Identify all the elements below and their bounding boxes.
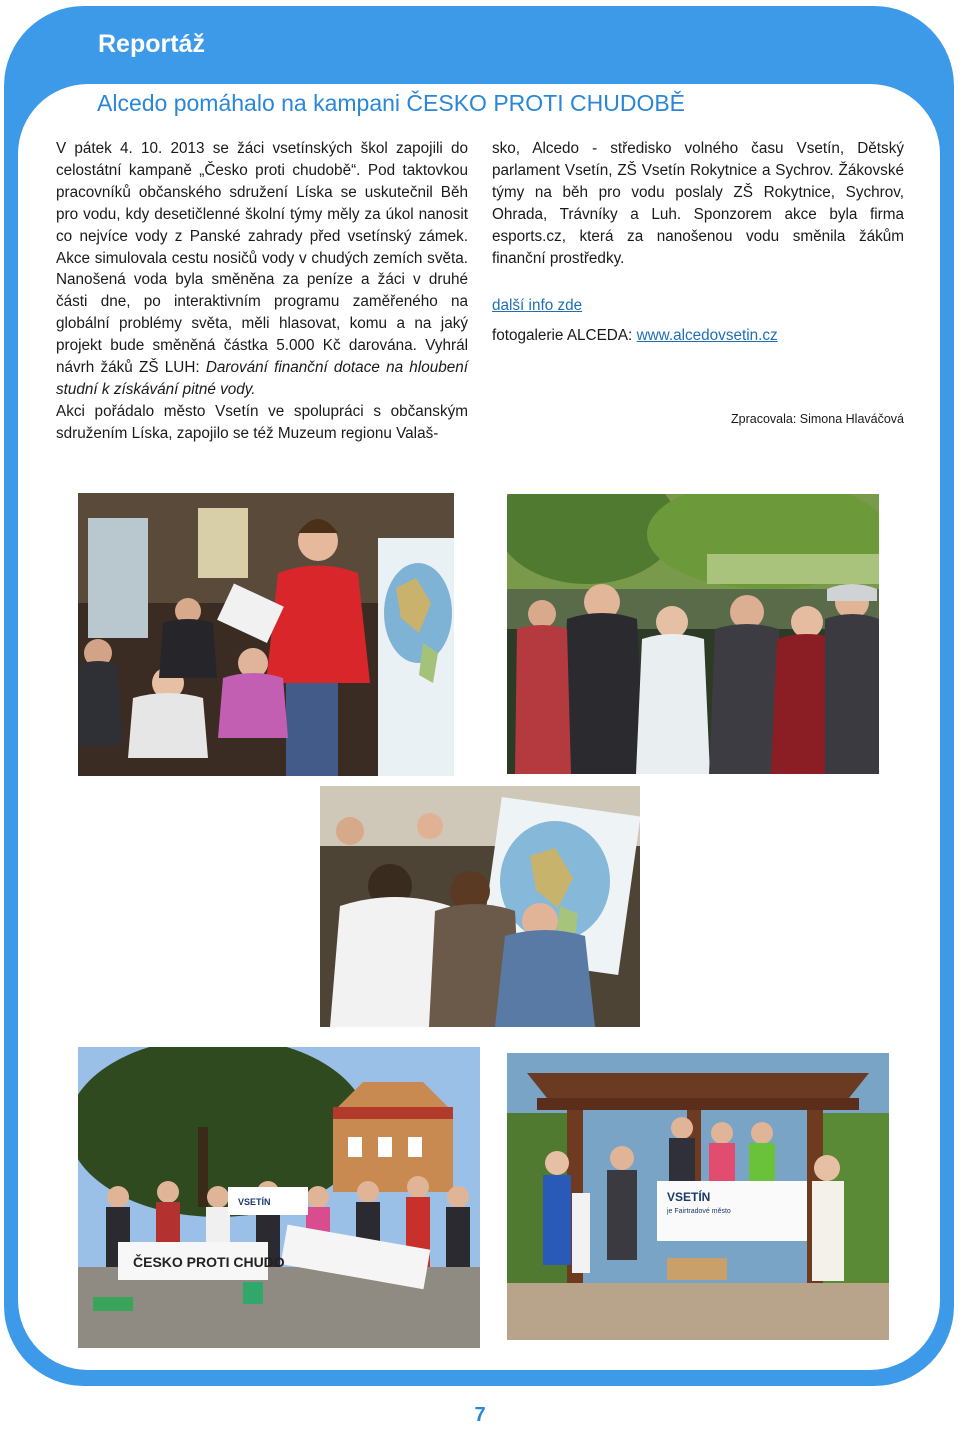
paragraph-2: Akci pořádalo město Vsetín ve spolupráci s občanským sdružením Líska, zapojilo se též Muzeum regionu Valaš- xyxy=(56,402,468,442)
article-right-column xyxy=(492,138,904,347)
gallery-label: fotogalerie ALCEDA: xyxy=(492,327,637,345)
photo-students-map xyxy=(320,786,640,1027)
gallery-row xyxy=(492,325,904,347)
banner-vsetin-sub: je Fairtradové město xyxy=(667,1208,731,1215)
photo-group-banner xyxy=(78,1047,480,1348)
section-label: Reportáž xyxy=(98,30,205,58)
paragraph-1 xyxy=(56,138,468,401)
gallery-link[interactable]: www.alcedovsetin.cz xyxy=(636,327,778,345)
more-info-link[interactable]: další info zde xyxy=(492,297,583,315)
banner-cesko-proti: ČESKO PROTI CHUDO xyxy=(133,1254,285,1270)
photo-pavilion xyxy=(507,1053,889,1340)
paragraph-1-text: V pátek 4. 10. 2013 se žáci vsetínských škol zapojili do celostátní kampaně „Česko proti chudobě“. Pod taktovkou pracovníků občanského sdružení Líska se uskutečnil Běh pro vodu, kdy desetičlenné školní týmy měly za úkol nanosit co nejvíce vody z Panské zahrady před vsetínský zámek. Akce simulovala cestu nosičů vody v chudých zemích světa. Nanošená voda byla směněna za peníze a žáci v druhé části dne, po interaktivním programu zaměřeného na globální problémy světa, měli hlasovat, komu a na jaký projekt bude směněná částka 5.000 Kč darována. Vyhrál návrh žáků ZŠ LUH: xyxy=(56,140,468,377)
photo-outdoor-crowd xyxy=(507,494,879,774)
author-credit: Zpracovala: Simona Hlaváčová xyxy=(731,412,904,426)
article-title: Alcedo pomáhalo na kampani ČESKO PROTI CHUDOBĚ xyxy=(97,90,686,116)
banner-vsetin: VSETÍN xyxy=(667,1190,711,1204)
paragraph-3: sko, Alcedo - středisko volného času Vsetín, Dětský parlament Vsetín, ZŠ Vsetín Rokytnice a Sychrov. Žákovské týmy na běh pro vodu poslaly ZŠ Rokytnice, Sychrov, Ohrada, Trávníky a Luh. Sponzorem akce byla firma esports.cz, která za nanošenou vodu směnila žákům finanční prostředky. xyxy=(492,140,904,267)
page-number: 7 xyxy=(474,1404,486,1426)
more-info-row xyxy=(492,295,904,317)
winning-proposal: Darování finanční dotace na hloubení studní k získávání pitné vody. xyxy=(56,359,468,398)
article-left-column xyxy=(56,138,468,445)
photo-indoor-presentation xyxy=(78,493,454,776)
banner-vsetin-small: VSETÍN xyxy=(238,1197,271,1207)
